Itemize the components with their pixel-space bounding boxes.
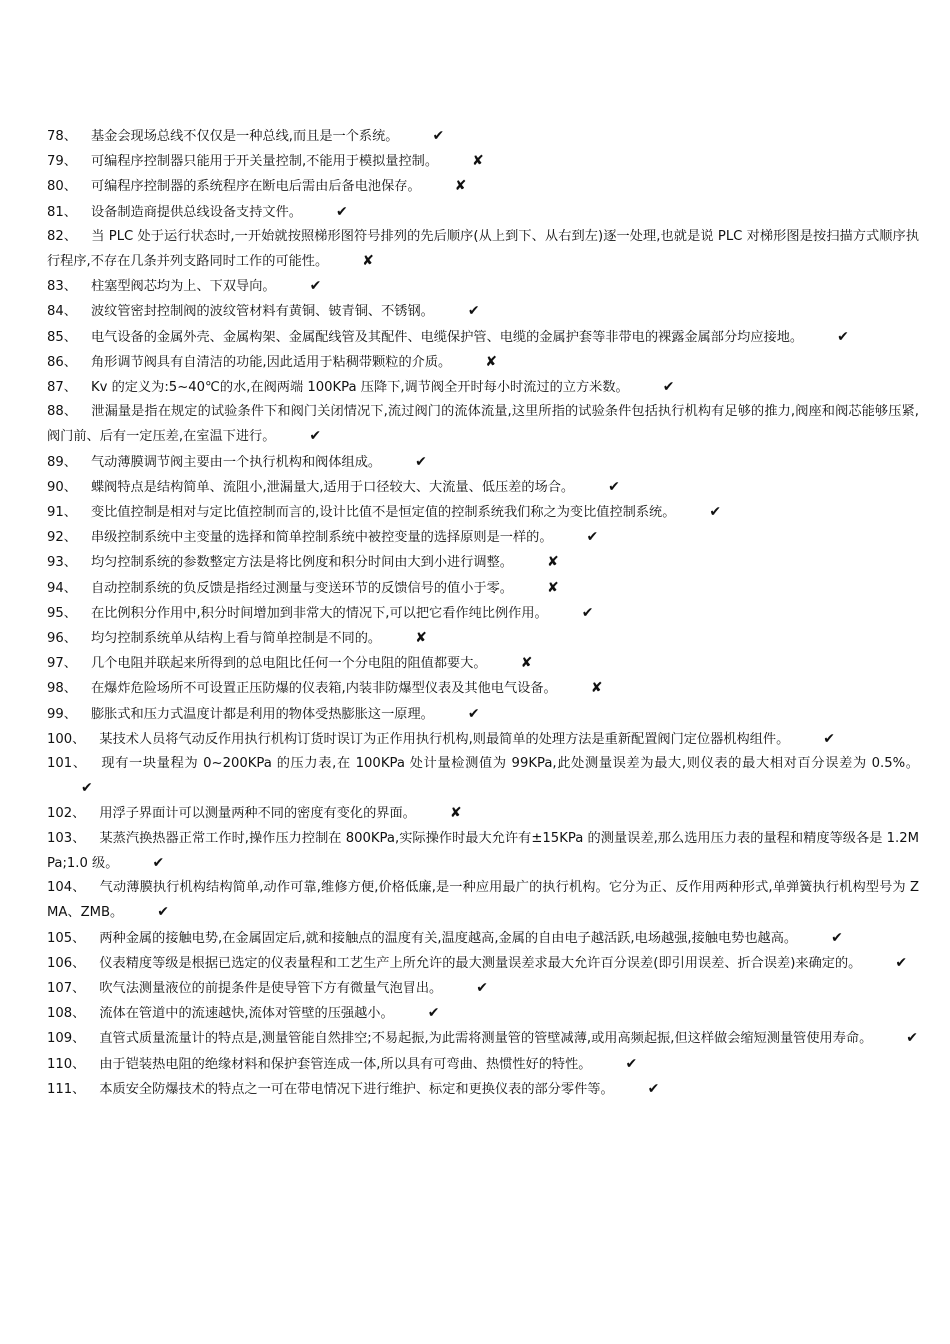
question-item — [47, 325, 919, 350]
check-mark-icon: ✔ — [608, 478, 620, 495]
question-item — [47, 200, 919, 225]
question-item — [47, 676, 919, 701]
question-number: 110、 — [47, 1056, 86, 1072]
question-number: 111、 — [47, 1081, 86, 1097]
check-mark-icon: ✔ — [335, 203, 348, 220]
question-text: 蝶阀特点是结构简单、流阻小,泄漏量大,适用于口径较大、大流量、低压差的场合。 — [90, 479, 575, 495]
question-number: 108、 — [47, 1006, 86, 1022]
question-text: 仪表精度等级是根据已选定的仪表量程和工艺生产上所允许的最大测量误差求最大允许百分误差(即引用误差、折合误差)来确定的。 — [99, 955, 862, 971]
question-number: 106、 — [47, 955, 86, 971]
question-item — [47, 375, 919, 400]
question-number: 99、 — [47, 706, 77, 722]
cross-mark-icon: ✘ — [454, 178, 467, 195]
cross-mark-icon: ✘ — [485, 353, 497, 370]
question-text: 某蒸汽换热器正常工作时,操作压力控制在 800KPa,实际操作时最大允许有±15KPa 的测量误差,那么选用压力表的量程和精度等级各是 1.2MPa;1.0 级。 — [47, 830, 919, 871]
question-number: 79、 — [47, 154, 77, 170]
question-item — [47, 500, 919, 525]
question-text: 均匀控制系统的参数整定方法是将比例度和积分时间由大到小进行调整。 — [90, 555, 513, 571]
question-number: 88、 — [47, 404, 78, 420]
question-number: 89、 — [47, 454, 77, 470]
check-mark-icon: ✔ — [662, 379, 675, 396]
question-text: 由于铠装热电阻的绝缘材料和保护套管连成一体,所以具有可弯曲、热惯性好的特性。 — [99, 1056, 592, 1072]
question-item — [47, 525, 919, 550]
question-number: 98、 — [47, 681, 77, 697]
question-text: 气动薄膜执行机构结构简单,动作可靠,维修方便,价格低廉,是一种应用最广的执行机构。它分为正、反作用两种形式,单弹簧执行机构型号为 ZMA、ZMB。 — [47, 880, 919, 921]
cross-mark-icon: ✘ — [449, 805, 462, 822]
check-mark-icon: ✔ — [581, 604, 594, 621]
check-mark-icon: ✔ — [309, 278, 322, 295]
question-item — [47, 450, 919, 475]
cross-mark-icon: ✘ — [590, 680, 603, 697]
question-item — [47, 1001, 919, 1026]
check-mark-icon: ✔ — [906, 1030, 918, 1047]
question-text: 串级控制系统中主变量的选择和简单控制系统中被控变量的选择原则是一样的。 — [90, 530, 553, 546]
question-item — [47, 626, 919, 651]
question-text: 现有一块量程为 0~200KPa 的压力表,在 100KPa 处计量检测值为 99KPa,此处测量误差为最大,则仪表的最大相对百分误差为 0.5%。 — [100, 756, 919, 772]
question-number: 87、 — [47, 380, 77, 396]
question-number: 90、 — [47, 479, 77, 495]
question-text: 可编程序控制器的系统程序在断电后需由后备电池保存。 — [90, 179, 421, 195]
question-text: 在爆炸危险场所不可设置正压防爆的仪表箱,内装非防爆型仪表及其他电气设备。 — [90, 681, 557, 697]
question-number: 94、 — [47, 580, 77, 596]
question-item — [47, 174, 919, 199]
question-number: 95、 — [47, 605, 77, 621]
question-text: 本质安全防爆技术的特点之一可在带电情况下进行维护、标定和更换仪表的部分零件等。 — [99, 1081, 614, 1097]
check-mark-icon: ✔ — [427, 1005, 440, 1022]
question-item — [47, 149, 919, 174]
question-number: 83、 — [47, 279, 77, 295]
question-item — [47, 1077, 919, 1102]
question-item — [47, 702, 919, 727]
question-item — [47, 1052, 919, 1077]
question-item — [47, 225, 919, 274]
check-mark-icon: ✔ — [152, 854, 165, 871]
question-number: 97、 — [47, 656, 77, 672]
question-text: 自动控制系统的负反馈是指经过测量与变送环节的反馈信号的值小于零。 — [90, 580, 513, 596]
question-text: 设备制造商提供总线设备支持文件。 — [90, 204, 302, 220]
check-mark-icon: ✔ — [625, 1055, 638, 1072]
question-item — [47, 727, 919, 752]
question-text: 气动薄膜调节阀主要由一个执行机构和阀体组成。 — [90, 454, 382, 470]
question-text: 用浮子界面计可以测量两种不同的密度有变化的界面。 — [99, 806, 416, 822]
question-text: 可编程序控制器只能用于开关量控制,不能用于模拟量控制。 — [90, 154, 439, 170]
cross-mark-icon: ✘ — [546, 579, 559, 596]
question-item — [47, 550, 919, 575]
question-number: 96、 — [47, 631, 77, 647]
question-item — [47, 876, 919, 925]
question-text: 泄漏量是指在规定的试验条件下和阀门关闭情况下,流过阀门的流体流量,这里所指的试验条件包括执行机构有足够的推力,阀座和阀芯能够压紧,阀门前、后有一定压差,在室温下进行。 — [47, 404, 919, 445]
check-mark-icon: ✔ — [415, 453, 427, 470]
question-text: 均匀控制系统单从结构上看与简单控制是不同的。 — [90, 631, 382, 647]
question-item — [47, 350, 919, 375]
check-mark-icon: ✔ — [837, 328, 849, 345]
question-item — [47, 801, 919, 826]
question-text: 两种金属的接触电势,在金属固定后,就和接触点的温度有关,温度越高,金属的自由电子越活跃,电场越强,接触电势也越高。 — [99, 930, 798, 946]
question-number: 107、 — [47, 980, 86, 996]
question-text: 流体在管道中的流速越快,流体对管壁的压强越小。 — [99, 1006, 394, 1022]
check-mark-icon: ✔ — [823, 730, 836, 747]
question-text: 基金会现场总线不仅仅是一种总线,而且是一个系统。 — [90, 129, 399, 144]
question-number: 104、 — [47, 880, 86, 896]
question-item — [47, 124, 919, 149]
check-mark-icon: ✔ — [467, 705, 480, 722]
question-text: 角形调节阀具有自清洁的功能,因此适用于粘稠带颗粒的介质。 — [90, 354, 452, 370]
question-number: 102、 — [47, 806, 86, 822]
check-mark-icon: ✔ — [586, 529, 599, 546]
check-mark-icon: ✔ — [895, 954, 908, 971]
question-number: 86、 — [47, 354, 77, 370]
check-mark-icon: ✔ — [467, 303, 480, 320]
question-list — [47, 124, 919, 1102]
question-number: 100、 — [47, 731, 86, 747]
cross-mark-icon: ✘ — [546, 554, 559, 571]
check-mark-icon: ✔ — [476, 979, 488, 996]
question-text: 电气设备的金属外壳、金属构架、金属配线管及其配件、电缆保护管、电缆的金属护套等非带电的裸露金属部分均应接地。 — [90, 329, 804, 345]
cross-mark-icon: ✘ — [472, 153, 484, 170]
cross-mark-icon: ✘ — [362, 253, 374, 270]
question-text: 变比值控制是相对与定比值控制而言的,设计比值不是恒定值的控制系统我们称之为变比值控制系统。 — [90, 505, 676, 521]
check-mark-icon: ✔ — [831, 929, 843, 946]
question-item — [47, 400, 919, 449]
check-mark-icon: ✔ — [81, 780, 93, 797]
question-text: 几个电阻并联起来所得到的总电阻比任何一个分电阻的阻值都要大。 — [90, 656, 487, 672]
question-text: 柱塞型阀芯均为上、下双导向。 — [90, 279, 276, 295]
question-item — [47, 976, 919, 1001]
question-item — [47, 601, 919, 626]
question-item — [47, 274, 919, 299]
question-text: 当 PLC 处于运行状态时,一开始就按照梯形图符号排列的先后顺序(从上到下、从右到左)逐一处理,也就是说 PLC 对梯形图是按扫描方式顺序执行程序,不存在几条并列支路同时工作的可能性。 — [47, 228, 920, 270]
question-number: 93、 — [47, 555, 77, 571]
question-text: 在比例积分作用中,积分时间增加到非常大的情况下,可以把它看作纯比例作用。 — [90, 605, 548, 621]
question-text: 吹气法测量液位的前提条件是使导管下方有微量气泡冒出。 — [99, 980, 443, 996]
question-item — [47, 752, 919, 801]
question-text: 膨胀式和压力式温度计都是利用的物体受热膨胀这一原理。 — [90, 706, 434, 722]
question-number: 80、 — [47, 179, 77, 195]
question-text: 波纹管密封控制阀的波纹管材料有黄铜、铍青铜、不锈钢。 — [90, 304, 434, 320]
question-number: 85、 — [47, 329, 77, 345]
cross-mark-icon: ✘ — [415, 630, 427, 647]
check-mark-icon: ✔ — [709, 504, 722, 521]
question-number: 91、 — [47, 505, 77, 521]
question-number: 103、 — [47, 830, 86, 846]
question-item — [47, 1026, 919, 1051]
question-number: 92、 — [47, 530, 77, 546]
question-item — [47, 576, 919, 601]
check-mark-icon: ✔ — [647, 1080, 660, 1097]
check-mark-icon: ✔ — [309, 428, 322, 445]
question-number: 105、 — [47, 930, 86, 946]
check-mark-icon: ✔ — [432, 128, 445, 144]
question-text: Kv 的定义为:5~40℃的水,在阀两端 100KPa 压降下,调节阀全开时每小时流过的立方米数。 — [90, 380, 629, 396]
question-number: 82、 — [47, 228, 78, 244]
question-item — [47, 299, 919, 324]
question-number: 84、 — [47, 304, 77, 320]
question-item — [47, 651, 919, 676]
question-item — [47, 827, 919, 876]
question-item — [47, 951, 919, 976]
question-text: 直管式质量流量计的特点是,测量管能自然排空;不易起振,为此需将测量管的管壁减薄,或用高频起振,但这样做会缩短测量管使用寿命。 — [99, 1031, 873, 1047]
cross-mark-icon: ✘ — [520, 655, 533, 672]
question-item — [47, 926, 919, 951]
question-number: 101、 — [47, 756, 87, 772]
question-number: 109、 — [47, 1031, 86, 1047]
question-number: 81、 — [47, 204, 77, 220]
question-number: 78、 — [47, 129, 77, 144]
question-item — [47, 475, 919, 500]
check-mark-icon: ✔ — [157, 904, 169, 921]
question-text: 某技术人员将气动反作用执行机构订货时误订为正作用执行机构,则最简单的处理方法是重新配置阀门定位器机构组件。 — [99, 731, 790, 747]
